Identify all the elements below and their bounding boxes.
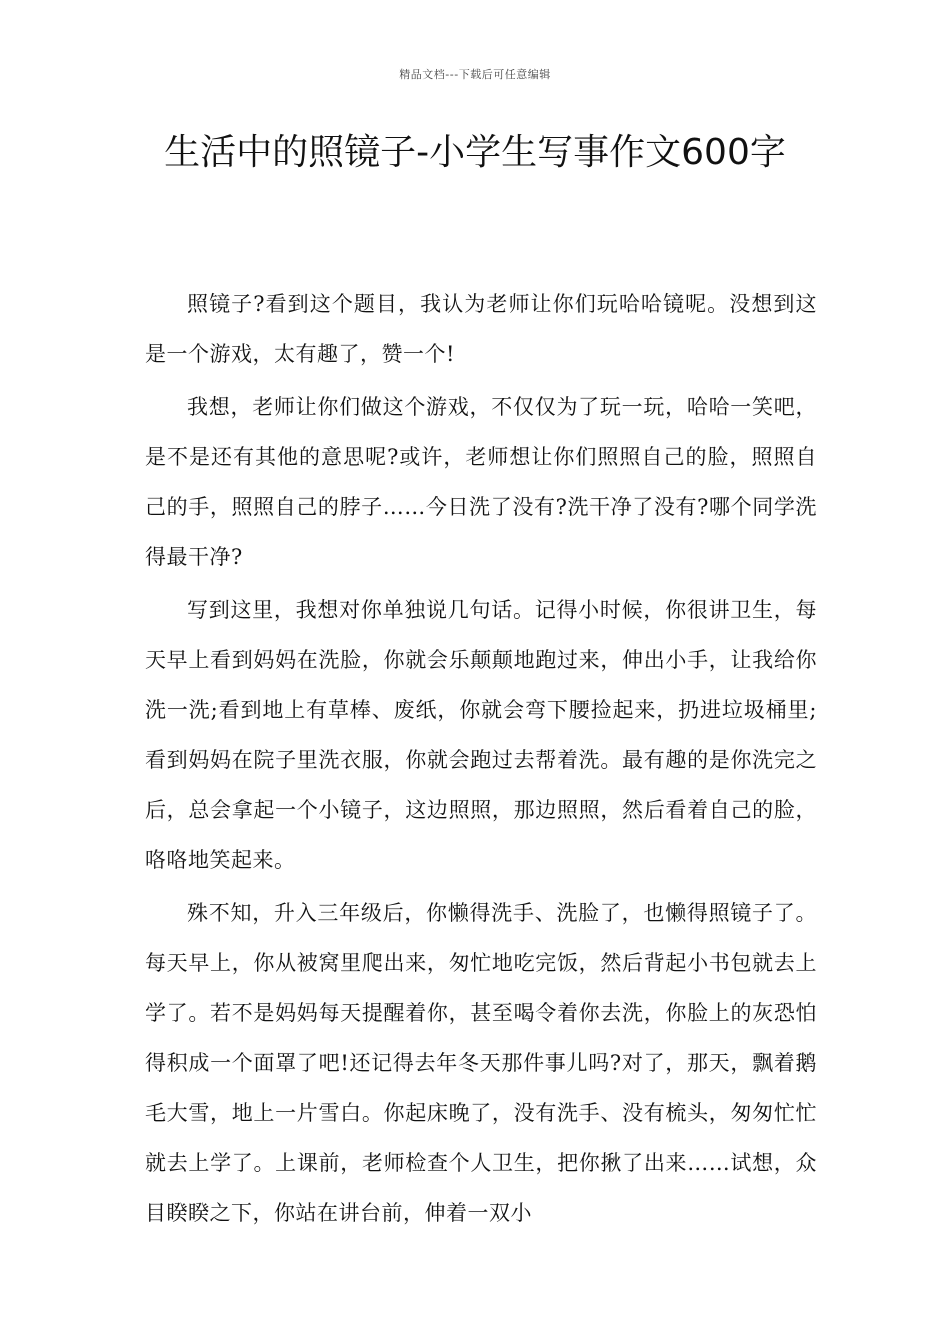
header-note: 精品文档---下载后可任意编辑 [399, 68, 551, 81]
document-title: 生活中的照镜子-小学生写事作文600字 [164, 132, 786, 173]
paragraph-1: 照镜子?看到这个题目，我认为老师让你们玩哈哈镜呢。没想到这是一个游戏，太有趣了，赞一个! [145, 292, 817, 366]
paragraph-2: 我想，老师让你们做这个游戏，不仅仅为了玩一玩，哈哈一笑吧，是不是还有其他的意思呢?或许，老师想让你们照照自己的脸，照照自己的手，照照自己的脖子……今日洗了没有?洗干净了没有?哪个同学洗得最干净? [145, 395, 817, 569]
paragraph-3: 写到这里，我想对你单独说几句话。记得小时候，你很讲卫生，每天早上看到妈妈在洗脸，你就会乐颠颠地跑过来，伸出小手，让我给你洗一洗;看到地上有草棒、废纸，你就会弯下腰捡起来，扔进垃圾桶里;看到妈妈在院子里洗衣服，你就会跑过去帮着洗。最有趣的是你洗完之后，总会拿起一个小镜子，这边照照，那边照照，然后看着自己的脸，咯咯地笑起来。 [145, 598, 817, 872]
article-body [145, 279, 817, 1241]
paragraph-4: 殊不知，升入三年级后，你懒得洗手、洗脸了，也懒得照镜子了。每天早上，你从被窝里爬出来，匆忙地吃完饭，然后背起小书包就去上学了。若不是妈妈每天提醒着你，甚至喝令着你去洗，你脸上的灰恐怕得积成一个面罩了吧!还记得去年冬天那件事儿吗?对了，那天，飘着鹅毛大雪，地上一片雪白。你起床晚了，没有洗手、没有梳头，匆匆忙忙就去上学了。上课前，老师检查个人卫生，把你揪了出来……试想，众目睽睽之下，你站在讲台前，伸着一双小 [145, 901, 817, 1225]
